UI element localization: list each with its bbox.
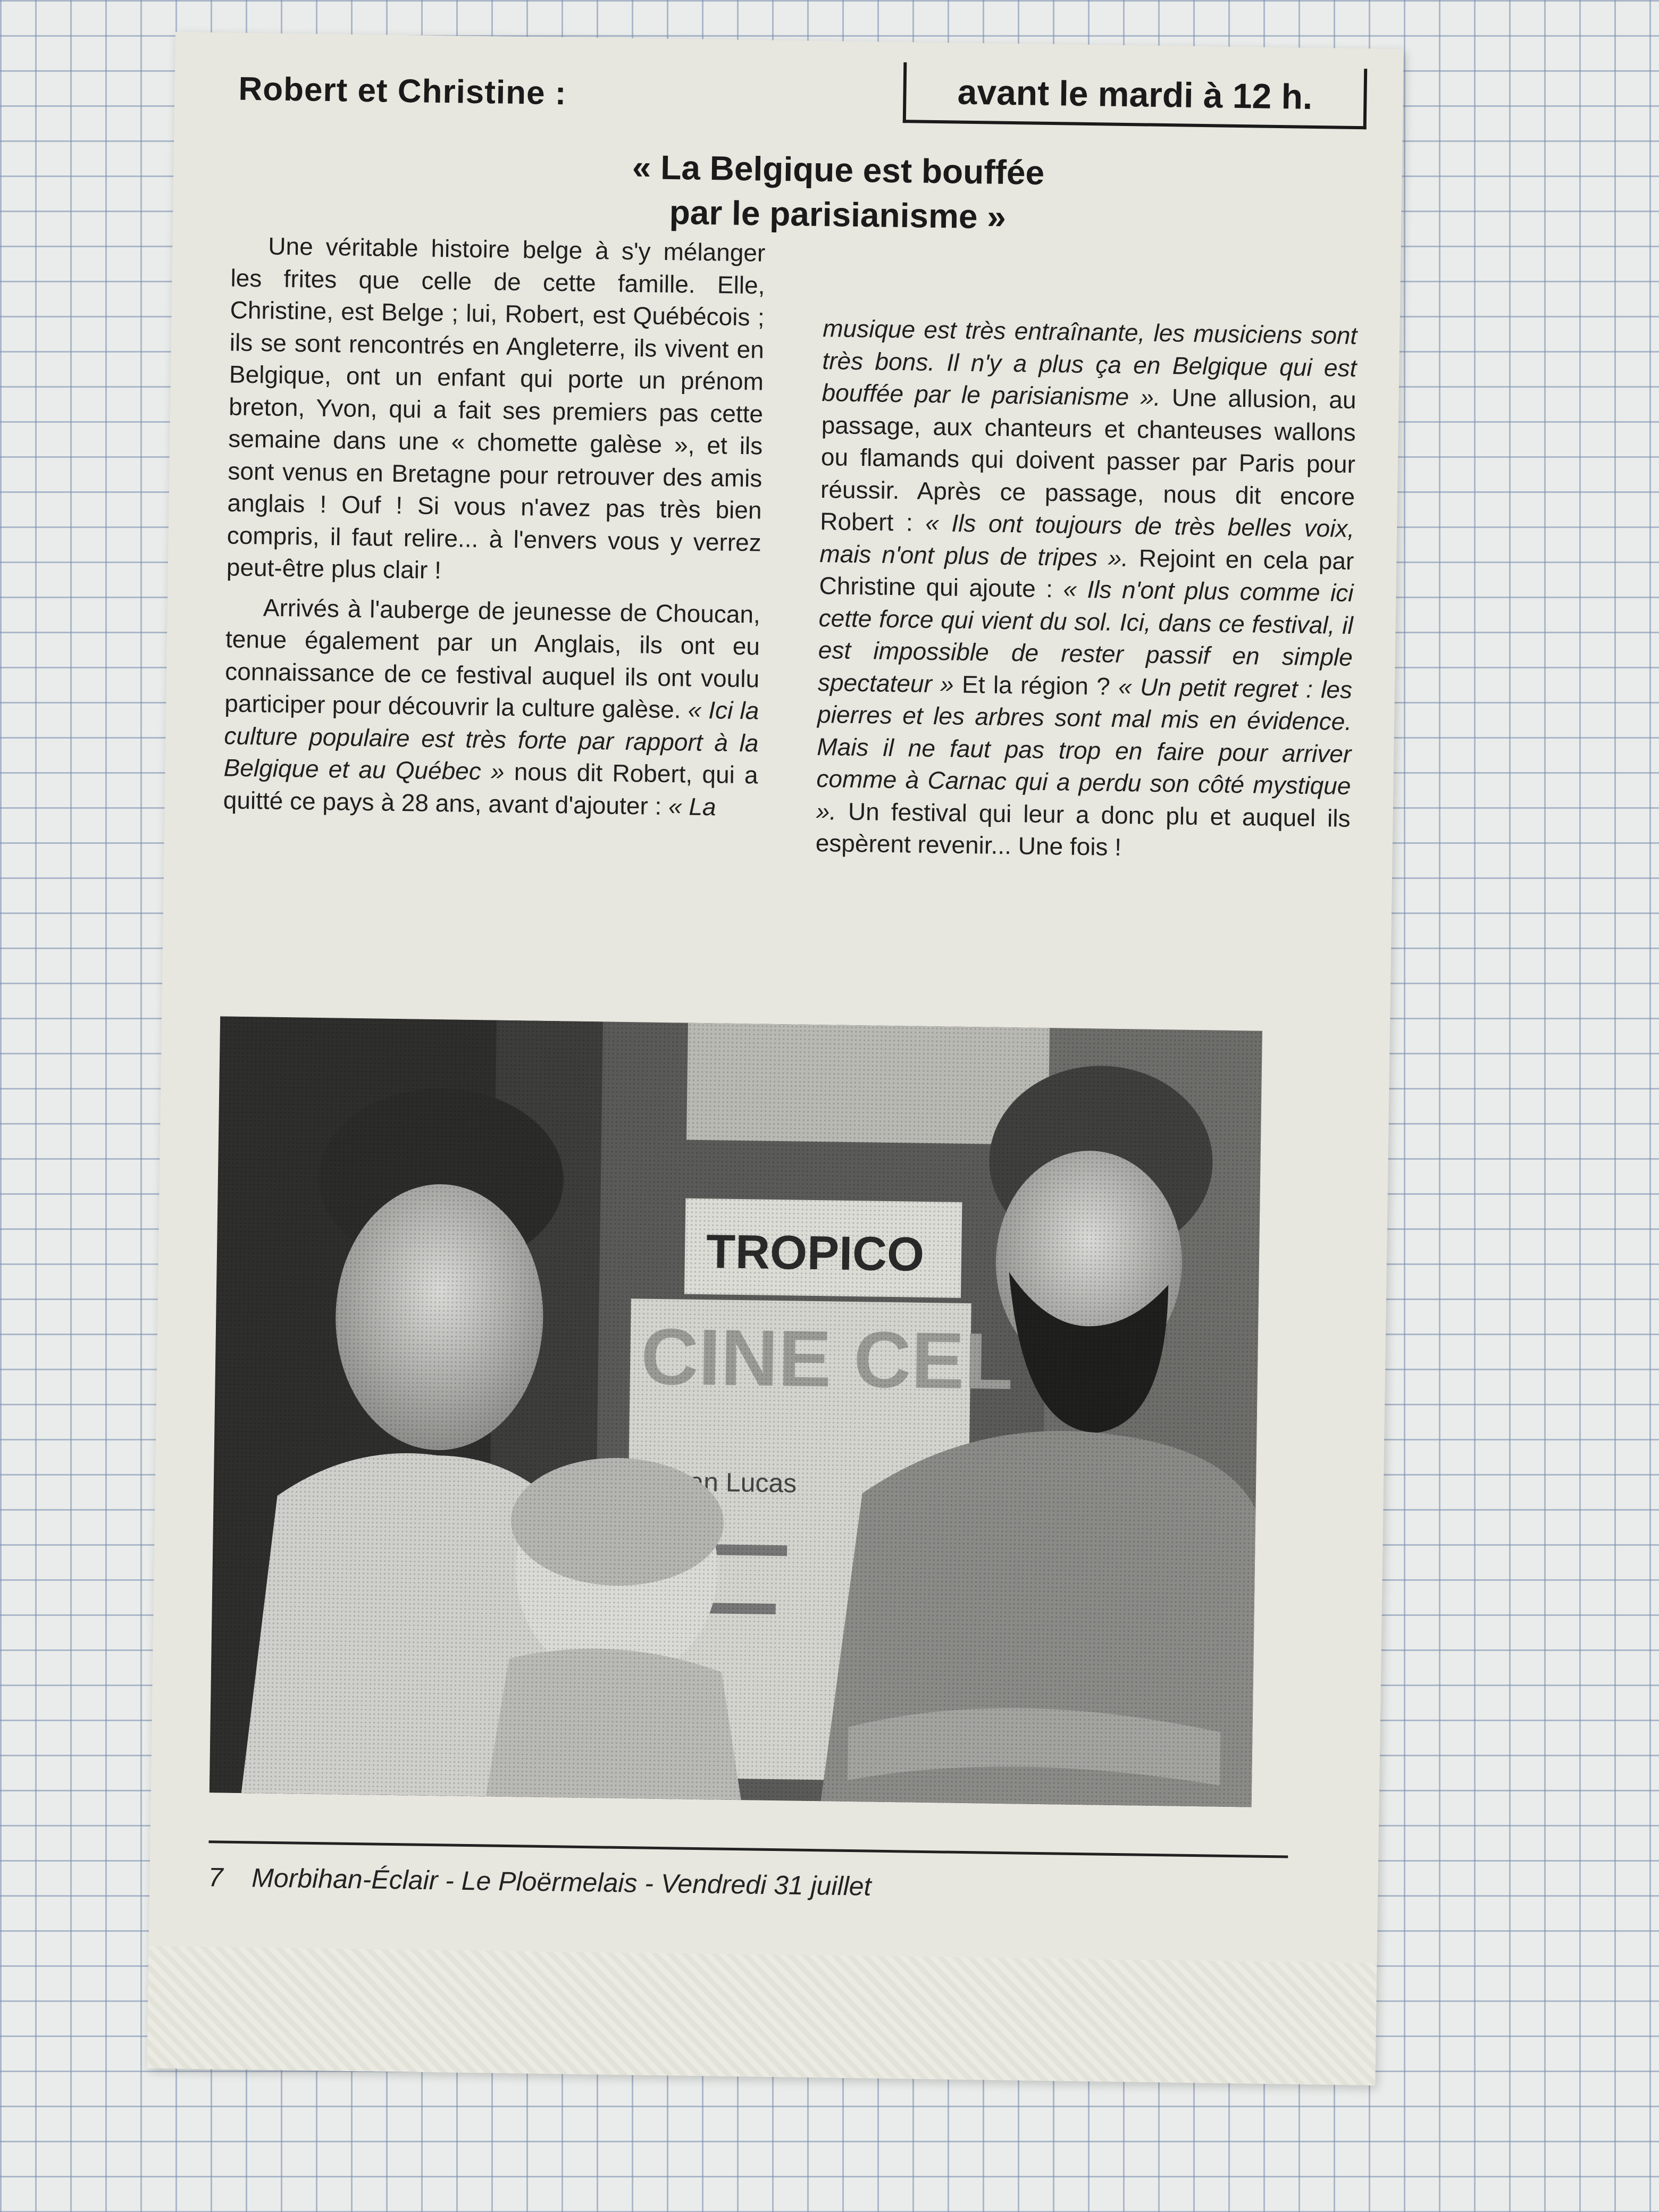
page-number: 7 — [208, 1862, 223, 1892]
article-photo — [210, 1016, 1262, 1807]
headline-line-1: « La Belgique est bouffée — [632, 148, 1045, 192]
headline-line-2: par le parisianisme » — [669, 193, 1007, 236]
paragraph-3 — [815, 312, 1357, 866]
paragraph-3-text-2: Rejoint en cela par Christine qui ajoute : — [819, 543, 1354, 603]
quote-robert-3: « Ils ont toujours de très belles voix, mais n'ont plus de tripes ». — [819, 508, 1355, 572]
paragraph-3-text-1: Une allusion, au passage, aux chanteurs et chanteuses wallons ou flamands qui doivent passer par Paris pour réussir. Après ce passage, nous dit encore Robert : — [819, 383, 1356, 537]
paragraph-2-mid: nous dit Robert, qui a quitté ce pays à 28 ans, avant d'ajouter : — [223, 758, 758, 820]
page-footer — [208, 1862, 872, 1901]
quote-christine-2: « Un petit regret : les pierres et les arbres sont mal mis en évidence. Mais il ne faut pas trop en faire pour arriver comme à Carnac qui a perdu son côté mystique ». — [816, 672, 1353, 825]
clipping-torn-edge — [147, 1946, 1377, 2085]
footer-rule — [208, 1840, 1288, 1858]
quote-christine-1: « Ils n'ont plus comme ici cette force qui vient du sol. Ici, dans ce festival, il est impossible de rester passif en simple spectateur » — [817, 575, 1354, 698]
quote-robert-1: « Ici la culture populaire est très forte par rapport à la Belgique et au Québec » — [223, 696, 759, 785]
paragraph-2 — [223, 591, 760, 823]
article-column-left — [223, 229, 765, 831]
paragraph-3-text-3: Et la région ? — [961, 670, 1111, 700]
quote-robert-2-start: « La — [668, 792, 716, 820]
photo-illustration — [210, 1016, 1262, 1807]
publication-line: Morbihan-Éclair - Le Ploërmelais - Vendredi 31 juillet — [251, 1863, 872, 1901]
article-kicker: Robert et Christine : — [238, 70, 567, 112]
deadline-box: avant le mardi à 12 h. — [903, 62, 1368, 129]
newspaper-clipping — [147, 32, 1404, 2085]
article-column-right — [815, 312, 1357, 874]
article-headline — [471, 143, 1205, 242]
paragraph-3-text-4: Un festival qui leur a donc plu et auquel ils espèrent revenir... Une fois ! — [815, 797, 1351, 861]
paragraph-1: Une véritable histoire belge à s'y mélanger les frites que celle de cette famille. Elle, Christine, est Belge ; lui, Robert, est Québécois ; ils se sont rencontrés en Angleterre, ils vivent en Belgique, ont un enfant qui porte un prénom breton, Yvon, qui a fait ses premiers pas cette semaine dans une « chomette galèse », et ils sont venus en Bretagne pour retrouver des amis anglais ! Ouf ! Si vous n'avez pas très bien compris, il faut relire... à l'envers vous y verrez peut-être plus clair ! — [226, 232, 766, 584]
paragraph-2-text: Arrivés à l'auberge de jeunesse de Choucan, tenue également par un Anglais, ils ont eu connaissance de ce festival auquel ils ont voulu participer pour découvrir la culture galèse. — [224, 593, 761, 724]
quote-robert-2-rest: musique est très entraînante, les musiciens sont très bons. Il n'y a plus ça en Belgique qui est bouffée par le parisianisme ». — [822, 314, 1358, 411]
